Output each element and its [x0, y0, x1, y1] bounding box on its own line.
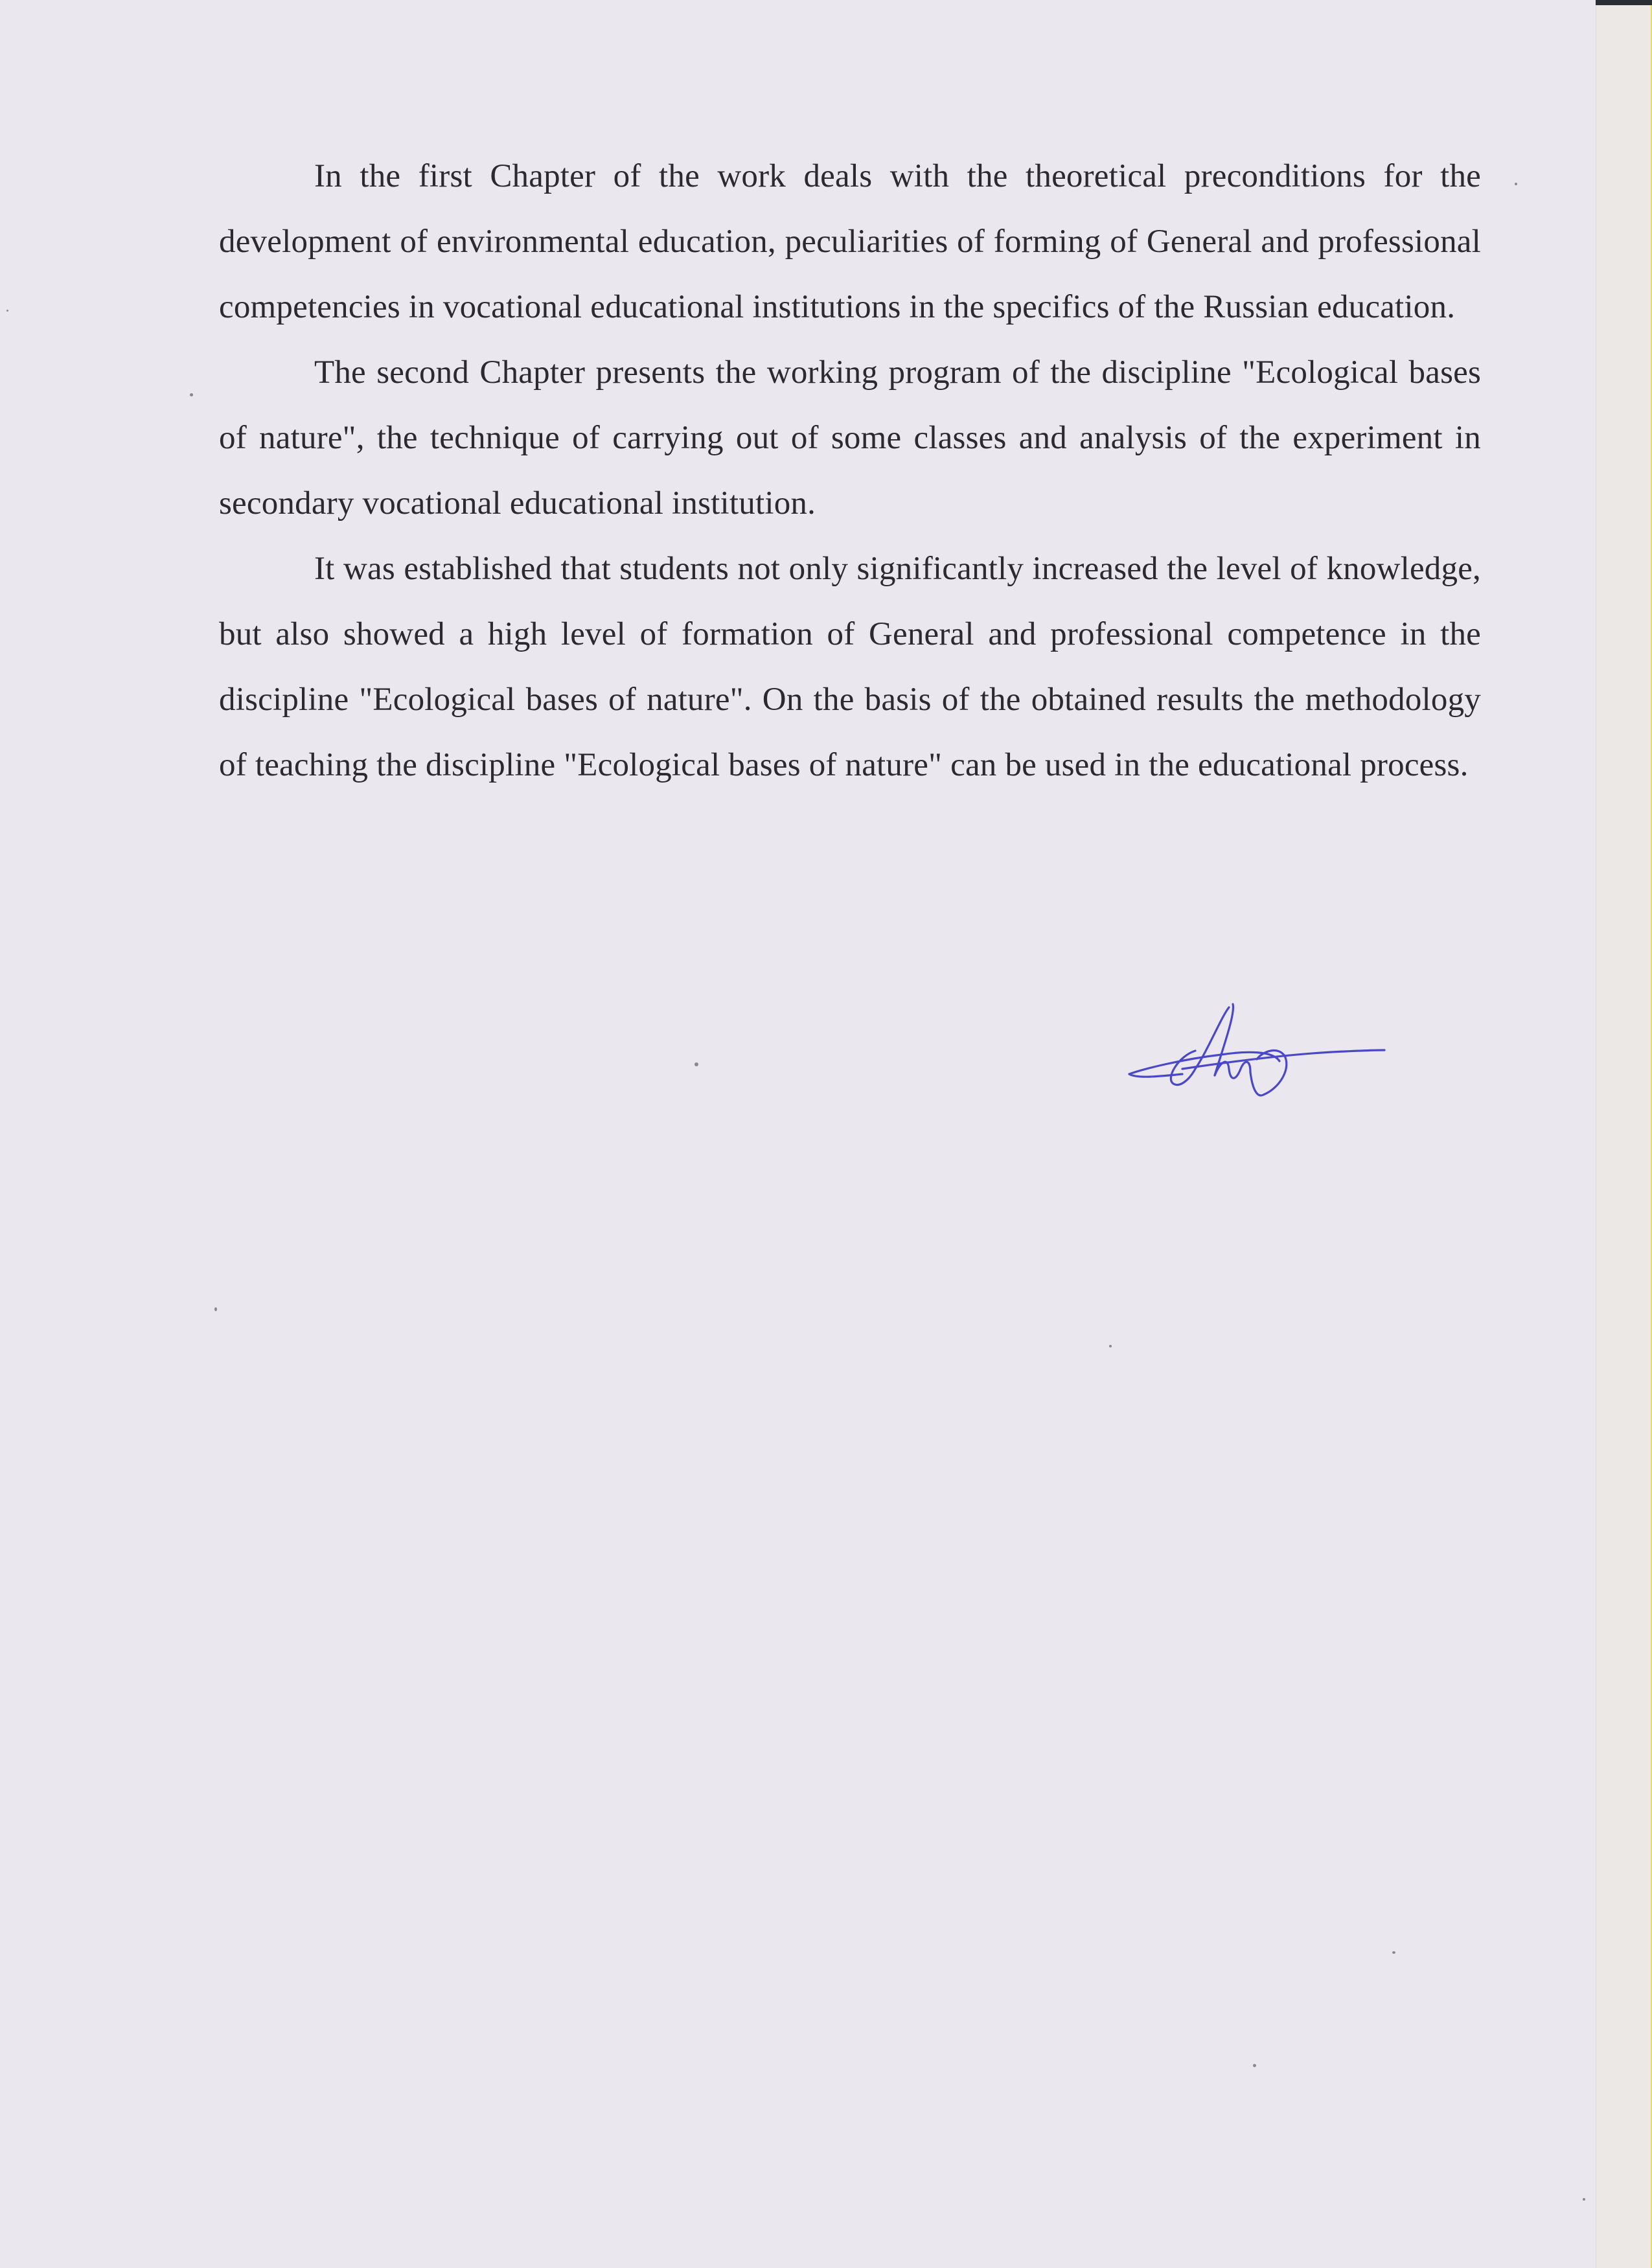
- scan-speck: [1392, 1951, 1395, 1954]
- scan-speck: [1253, 2064, 1256, 2067]
- scan-speck: [6, 310, 8, 312]
- document-body: [219, 144, 1481, 798]
- scan-speck: [1515, 183, 1517, 185]
- paragraph-2: The second Chapter presents the working program of the discipline "Ecological bases of nature", the technique of carrying out of some classes and analysis of the experiment in secondary vocational educational institution.: [219, 354, 1481, 521]
- scan-speck: [1583, 2198, 1585, 2201]
- scan-speck: [694, 1062, 698, 1066]
- signature-icon: [1118, 978, 1390, 1108]
- paragraph-3: It was established that students not only significantly increased the level of knowledge, but also showed a high level of formation of General and professional competence in the discipline "Ecological bases of nature". On the basis of the obtained results the methodology of teaching the discipline "Ecological bases of nature" can be used in the educational process.: [219, 551, 1481, 783]
- scan-speck: [214, 1307, 217, 1311]
- paragraph-1: In the first Chapter of the work deals with the theoretical preconditions for the development of environmental education, peculiarities of forming of General and professional competencies in vocational educational institutions in the specifics of the Russian education.: [219, 158, 1481, 325]
- scan-speck: [1109, 1345, 1112, 1347]
- scanner-edge: [1596, 0, 1652, 5]
- scan-speck: [190, 393, 193, 396]
- page-edge-strip: [1596, 0, 1652, 2268]
